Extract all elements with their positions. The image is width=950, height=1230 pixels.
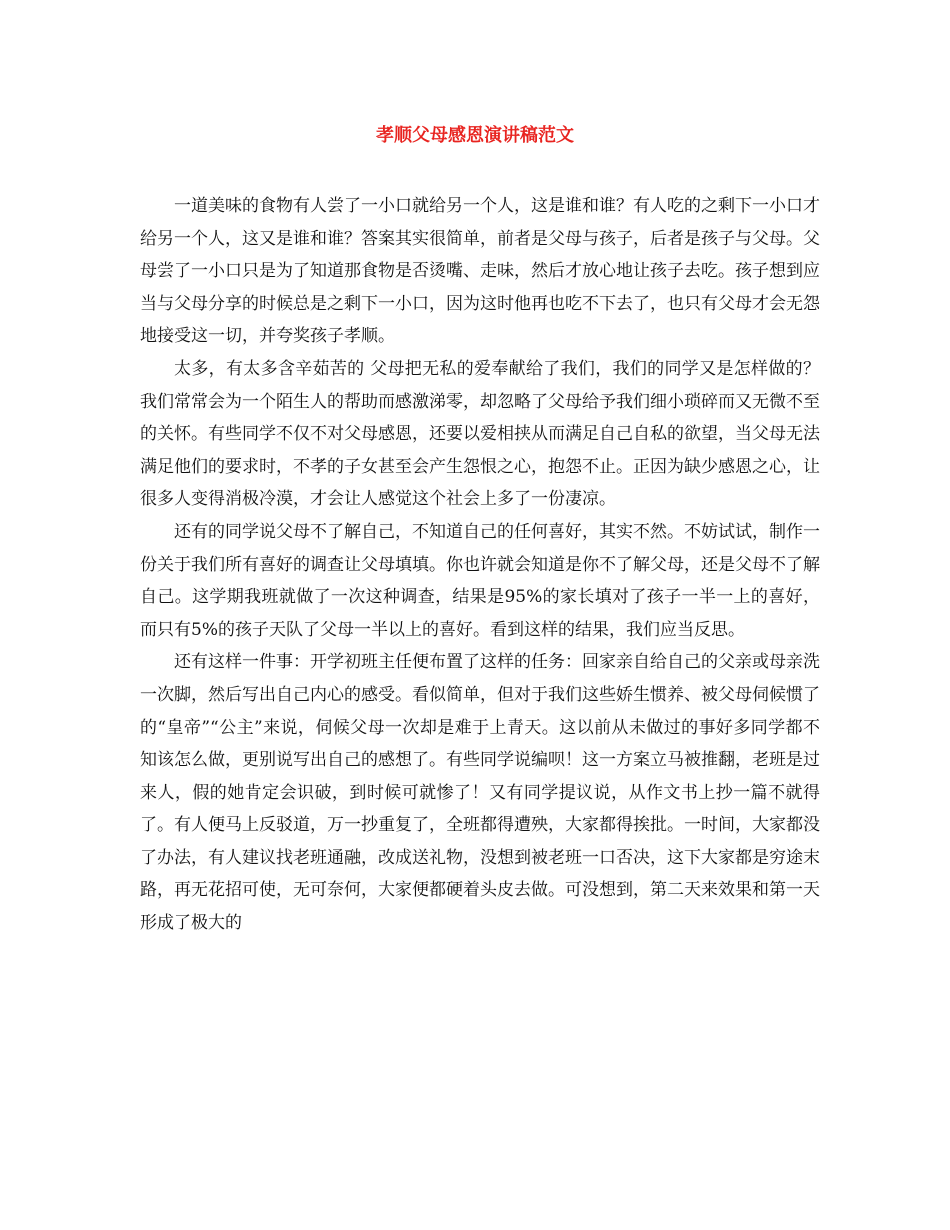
document-body [140, 190, 820, 940]
paragraph-1: 一道美味的食物有人尝了一小口就给另一个人，这是谁和谁？有人吃的之剩下一小口才给另一个人，这又是谁和谁？答案其实很简单，前者是父母与孩子，后者是孩子与父母。父母尝了一小口只是为了知道那食物是否烫嘴、走味，然后才放心地让孩子去吃。孩子想到应当与父母分享的时候总是之剩下一小口，因为这时他再也吃不下去了，也只有父母才会无怨地接受这一切，并夸奖孩子孝顺。 [140, 196, 820, 347]
paragraph-2: 太多，有太多含辛茹苦的 父母把无私的爱奉献给了我们，我们的同学又是怎样做的？我们常常会为一个陌生人的帮助而感激涕零，却忽略了父母给予我们细小琐碎而又无微不至的关怀。有些同学不仅不对父母感恩，还要以爱相挟从而满足自己自私的欲望，当父母无法满足他们的要求时，不孝的子女甚至会产生怨恨之心，抱怨不止。正因为缺少感恩之心，让很多人变得消极冷漠，才会让人感觉这个社会上多了一份凄凉。 [140, 358, 820, 510]
document-title: 孝顺父母感恩演讲稿范文 [376, 125, 574, 146]
paragraph-3: 还有的同学说父母不了解自己，不知道自己的任何喜好，其实不然。不妨试试，制作一份关于我们所有喜好的调查让父母填填。你也许就会知道是你不了解父母，还是父母不了解自己。这学期我班就做了一次这种调查，结果是95%的家长填对了孩子一半一上的喜好，而只有5%的孩子天队了父母一半以上的喜好。看到这样的结果，我们应当反思。 [140, 521, 820, 640]
paragraph-4: 还有这样一件事：开学初班主任便布置了这样的任务：回家亲自给自己的父亲或母亲洗一次脚，然后写出自己内心的感受。看似简单，但对于我们这些娇生惯养、被父母伺候惯了的“皇帝”“公主”来说，伺候父母一次却是难于上青天。这以前从未做过的事好多同学都不知该怎么做，更别说写出自己的感想了。有些同学说编呗！这一方案立马被推翻，老班是过来人，假的她肯定会识破，到时候可就惨了！又有同学提议说，从作文书上抄一篇不就得了。有人便马上反驳道，万一抄重复了，全班都得遭殃，大家都得挨批。一时间，大家都没了办法，有人建议找老班通融，改成送礼物，没想到被老班一口否决，这下大家都是穷途末路，再无花招可使，无可奈何，大家便都硬着头皮去做。可没想到，第二天来效果和第一天形成了极大的 [140, 652, 820, 934]
